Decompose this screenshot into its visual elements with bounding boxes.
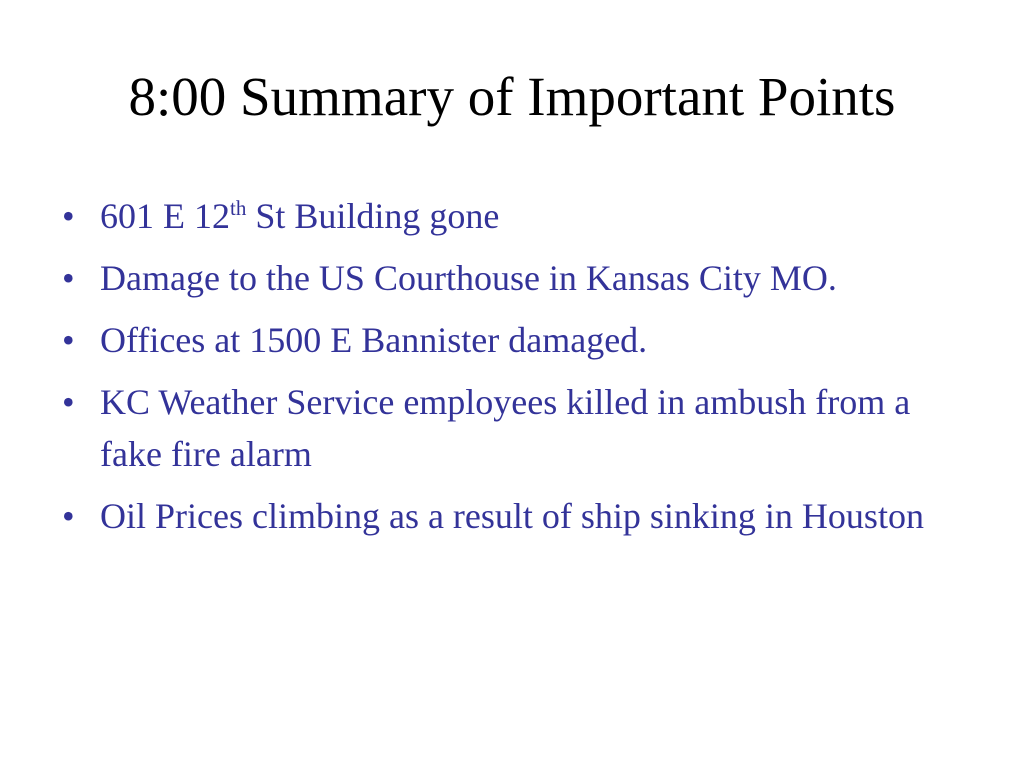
bullet-icon: • xyxy=(62,382,75,422)
bullet-text-superscript: th xyxy=(230,196,247,220)
slide-title: 8:00 Summary of Important Points xyxy=(128,66,896,127)
bullet-icon: • xyxy=(62,496,75,536)
bullet-item xyxy=(62,314,962,366)
bullet-text: KC Weather Service employees killed in ambush from a fake fire alarm xyxy=(100,382,911,474)
bullet-item xyxy=(62,376,962,480)
bullet-text-pre: 601 E 12 xyxy=(100,196,230,236)
bullet-icon: • xyxy=(62,196,75,236)
bullet-item xyxy=(62,252,962,304)
bullet-icon: • xyxy=(62,258,75,298)
bullet-icon: • xyxy=(62,320,75,360)
bullet-text: Damage to the US Courthouse in Kansas City MO. xyxy=(100,258,837,298)
bullet-item xyxy=(62,490,962,542)
bullet-list xyxy=(62,190,962,552)
bullet-text: Oil Prices climbing as a result of ship sinking in Houston xyxy=(100,496,924,536)
bullet-text: Offices at 1500 E Bannister damaged. xyxy=(100,320,648,360)
bullet-item xyxy=(62,190,962,242)
bullet-text-post: St Building gone xyxy=(246,196,500,236)
